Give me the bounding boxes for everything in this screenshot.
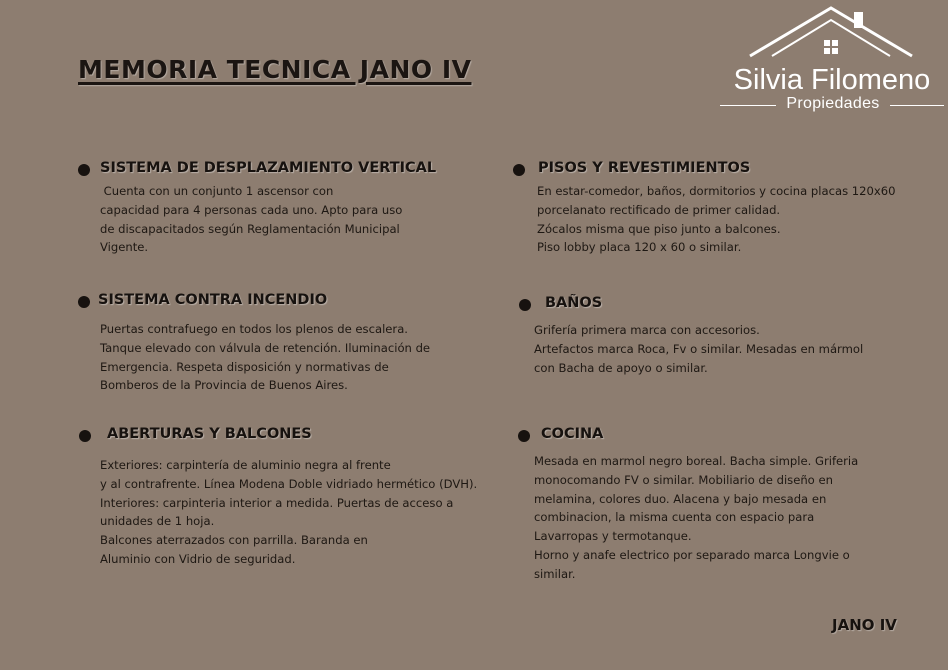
section-text-line: Horno y anafe electrico por separado marca Longvie o	[534, 547, 850, 562]
bullet-icon	[78, 164, 90, 176]
section-text-line: similar.	[534, 566, 576, 581]
bullet-icon	[513, 164, 525, 176]
section-text-line: Bomberos de la Provincia de Buenos Aires.	[100, 378, 348, 393]
section-text-line: Zócalos misma que piso junto a balcones.	[537, 221, 781, 236]
section-text-line: capacidad para 4 personas cada uno. Apto para uso	[100, 202, 403, 217]
section-text-line: monocomando FV o similar. Mobiliario de diseño en	[534, 472, 833, 487]
section-text-line: Cuenta con un conjunto 1 ascensor con	[100, 184, 334, 198]
section-title: PISOS Y REVESTIMIENTOS	[538, 160, 751, 176]
section-text-line: Artefactos marca Roca, Fv o similar. Mesadas en mármol	[534, 341, 864, 356]
bullet-icon	[519, 299, 531, 311]
bullet-icon	[79, 430, 91, 442]
section-text-line: Aluminio con Vidrio de seguridad.	[100, 551, 296, 566]
section-title: COCINA	[541, 426, 604, 442]
logo-subtitle: Propiedades	[786, 95, 880, 112]
section-text-line: Tanque elevado con válvula de retención. Iluminación de	[100, 340, 431, 355]
section-title: SISTEMA DE DESPLAZAMIENTO VERTICAL	[100, 160, 437, 176]
logo-divider-right	[890, 105, 944, 106]
section-text-line: con Bacha de apoyo o similar.	[534, 360, 708, 375]
bullet-icon	[78, 296, 90, 308]
section-text-line: Vigente.	[100, 240, 149, 255]
company-logo	[718, 4, 946, 116]
section-text-line: unidades de 1 hoja.	[100, 514, 215, 529]
section-text-line: En estar-comedor, baños, dormitorios y cocina placas 120x60	[537, 184, 896, 198]
section-title: BAÑOS	[545, 295, 603, 311]
section-text-line: Exteriores: carpintería de aluminio negra al frente	[100, 458, 391, 472]
section-text-line: Interiores: carpinteria interior a medida. Puertas de acceso a	[100, 495, 454, 510]
section-text-line: Lavarropas y termotanque.	[534, 529, 692, 544]
section-text-line: melamina, colores duo. Alacena y bajo mesada en	[534, 491, 827, 506]
section-title: ABERTURAS Y BALCONES	[107, 426, 312, 442]
section-text-line: porcelanato rectificado de primer calidad.	[537, 202, 781, 217]
section-text-line: de discapacitados según Reglamentación Municipal	[100, 221, 400, 236]
footer-label: JANO IV	[832, 616, 897, 634]
section-text-line: y al contrafrente. Línea Modena Doble vidriado hermético (DVH).	[100, 476, 478, 491]
section-text-line: Puertas contrafuego en todos los plenos de escalera.	[100, 322, 408, 336]
page-title: MEMORIA TECNICA JANO IV	[78, 55, 472, 84]
bullet-icon	[518, 430, 530, 442]
section-text-line: Balcones aterrazados con parrilla. Baranda en	[100, 533, 368, 548]
section-text-line: Grifería primera marca con accesorios.	[534, 323, 760, 337]
section-text-line: Piso lobby placa 120 x 60 o similar.	[537, 240, 742, 255]
section-title: SISTEMA CONTRA INCENDIO	[98, 292, 328, 308]
section-text-line: Mesada en marmol negro boreal. Bacha simple. Griferia	[534, 454, 859, 468]
house-roof-icon	[746, 4, 916, 62]
section-text-line: combinacion, la misma cuenta con espacio para	[534, 510, 815, 525]
logo-divider-left	[720, 105, 776, 106]
logo-company-name: Silvia Filomeno	[733, 64, 931, 96]
section-text-line: Emergencia. Respeta disposición y normativas de	[100, 359, 389, 374]
